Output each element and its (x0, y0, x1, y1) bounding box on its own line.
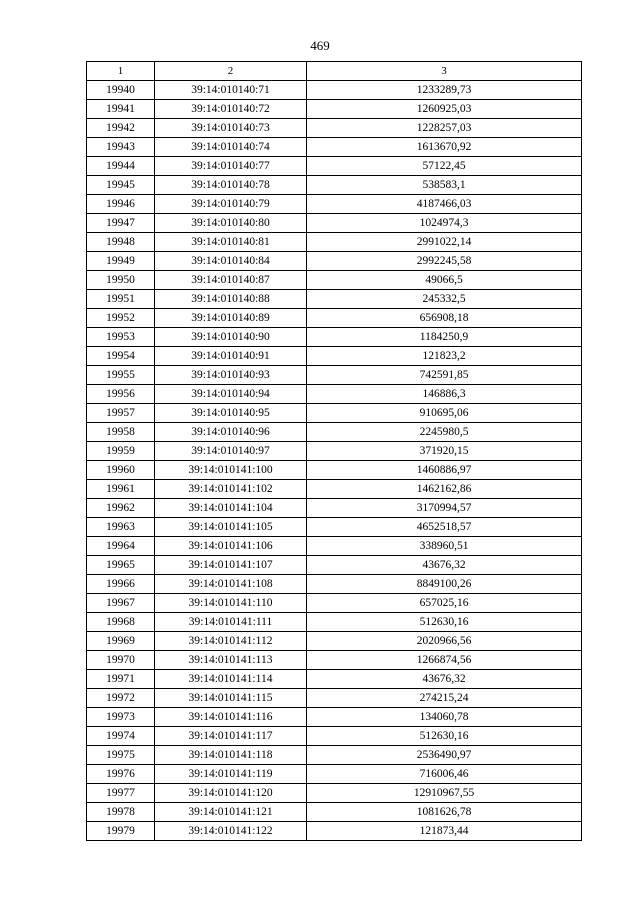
cadastral-number-cell: 39:14:010141:119 (155, 765, 307, 784)
table-row (87, 461, 582, 480)
value-cell: 1460886,97 (307, 461, 582, 480)
cadastral-number-cell: 39:14:010141:102 (155, 480, 307, 499)
cadastral-number-cell: 39:14:010141:120 (155, 784, 307, 803)
value-cell: 1024974,3 (307, 214, 582, 233)
row-number-cell: 19963 (87, 518, 155, 537)
value-cell: 512630,16 (307, 613, 582, 632)
cadastral-number-cell: 39:14:010140:73 (155, 119, 307, 138)
row-number-cell: 19965 (87, 556, 155, 575)
row-number-cell: 19947 (87, 214, 155, 233)
cadastral-number-cell: 39:14:010140:95 (155, 404, 307, 423)
row-number-cell: 19942 (87, 119, 155, 138)
cadastral-number-cell: 39:14:010141:112 (155, 632, 307, 651)
row-number-cell: 19954 (87, 347, 155, 366)
table-row (87, 670, 582, 689)
row-number-cell: 19945 (87, 176, 155, 195)
value-cell: 121823,2 (307, 347, 582, 366)
value-cell: 245332,5 (307, 290, 582, 309)
table-row (87, 784, 582, 803)
cadastral-number-cell: 39:14:010141:105 (155, 518, 307, 537)
row-number-cell: 19956 (87, 385, 155, 404)
value-cell: 49066,5 (307, 271, 582, 290)
value-cell: 371920,15 (307, 442, 582, 461)
table-row (87, 537, 582, 556)
row-number-cell: 19976 (87, 765, 155, 784)
table-row (87, 556, 582, 575)
row-number-cell: 19941 (87, 100, 155, 119)
value-cell: 8849100,26 (307, 575, 582, 594)
row-number-cell: 19955 (87, 366, 155, 385)
value-cell: 134060,78 (307, 708, 582, 727)
value-cell: 1613670,92 (307, 138, 582, 157)
value-cell: 1233289,73 (307, 81, 582, 100)
cadastral-number-cell: 39:14:010141:107 (155, 556, 307, 575)
value-cell: 2020966,56 (307, 632, 582, 651)
row-number-cell: 19957 (87, 404, 155, 423)
cadastral-number-cell: 39:14:010140:96 (155, 423, 307, 442)
cadastral-number-cell: 39:14:010140:80 (155, 214, 307, 233)
table-row (87, 328, 582, 347)
table-header (87, 62, 582, 81)
cadastral-number-cell: 39:14:010141:104 (155, 499, 307, 518)
row-number-cell: 19940 (87, 81, 155, 100)
table-row (87, 689, 582, 708)
table-row (87, 195, 582, 214)
cadastral-number-cell: 39:14:010140:72 (155, 100, 307, 119)
row-number-cell: 19978 (87, 803, 155, 822)
value-cell: 12910967,55 (307, 784, 582, 803)
table-row (87, 708, 582, 727)
cadastral-number-cell: 39:14:010140:77 (155, 157, 307, 176)
cadastral-number-cell: 39:14:010140:90 (155, 328, 307, 347)
row-number-cell: 19953 (87, 328, 155, 347)
row-number-cell: 19950 (87, 271, 155, 290)
table-row (87, 100, 582, 119)
row-number-cell: 19970 (87, 651, 155, 670)
value-cell: 1260925,03 (307, 100, 582, 119)
value-cell: 2991022,14 (307, 233, 582, 252)
table-row (87, 765, 582, 784)
row-number-cell: 19962 (87, 499, 155, 518)
value-cell: 4652518,57 (307, 518, 582, 537)
value-cell: 657025,16 (307, 594, 582, 613)
table-row (87, 404, 582, 423)
cadastral-number-cell: 39:14:010140:87 (155, 271, 307, 290)
table-row (87, 157, 582, 176)
value-cell: 146886,3 (307, 385, 582, 404)
table-row (87, 385, 582, 404)
value-cell: 2536490,97 (307, 746, 582, 765)
value-cell: 742591,85 (307, 366, 582, 385)
cadastral-number-cell: 39:14:010141:106 (155, 537, 307, 556)
table-row (87, 499, 582, 518)
row-number-cell: 19969 (87, 632, 155, 651)
table-body (87, 81, 582, 841)
value-cell: 121873,44 (307, 822, 582, 841)
value-cell: 4187466,03 (307, 195, 582, 214)
cadastral-number-cell: 39:14:010141:114 (155, 670, 307, 689)
row-number-cell: 19964 (87, 537, 155, 556)
register-table (86, 61, 582, 841)
cadastral-number-cell: 39:14:010140:91 (155, 347, 307, 366)
table-row (87, 651, 582, 670)
cadastral-number-cell: 39:14:010140:84 (155, 252, 307, 271)
cadastral-number-cell: 39:14:010140:93 (155, 366, 307, 385)
value-cell: 274215,24 (307, 689, 582, 708)
value-cell: 2992245,58 (307, 252, 582, 271)
row-number-cell: 19977 (87, 784, 155, 803)
row-number-cell: 19948 (87, 233, 155, 252)
cadastral-number-cell: 39:14:010140:71 (155, 81, 307, 100)
row-number-cell: 19974 (87, 727, 155, 746)
row-number-cell: 19958 (87, 423, 155, 442)
row-number-cell: 19961 (87, 480, 155, 499)
cadastral-number-cell: 39:14:010140:94 (155, 385, 307, 404)
cadastral-number-cell: 39:14:010141:115 (155, 689, 307, 708)
page-number: 469 (310, 38, 330, 53)
cadastral-number-cell: 39:14:010141:108 (155, 575, 307, 594)
table-row (87, 366, 582, 385)
value-cell: 338960,51 (307, 537, 582, 556)
cadastral-number-cell: 39:14:010141:110 (155, 594, 307, 613)
cadastral-number-cell: 39:14:010140:78 (155, 176, 307, 195)
column-header-3: 3 (307, 62, 582, 81)
table-row (87, 822, 582, 841)
table-row (87, 746, 582, 765)
value-cell: 3170994,57 (307, 499, 582, 518)
column-header-2: 2 (155, 62, 307, 81)
cadastral-number-cell: 39:14:010140:79 (155, 195, 307, 214)
table-row (87, 252, 582, 271)
table-row (87, 176, 582, 195)
table-row (87, 309, 582, 328)
value-cell: 1081626,78 (307, 803, 582, 822)
cadastral-number-cell: 39:14:010140:88 (155, 290, 307, 309)
table-row (87, 214, 582, 233)
value-cell: 1462162,86 (307, 480, 582, 499)
value-cell: 1266874,56 (307, 651, 582, 670)
row-number-cell: 19966 (87, 575, 155, 594)
value-cell: 43676,32 (307, 670, 582, 689)
table-row (87, 290, 582, 309)
table-row (87, 632, 582, 651)
value-cell: 512630,16 (307, 727, 582, 746)
row-number-cell: 19960 (87, 461, 155, 480)
row-number-cell: 19949 (87, 252, 155, 271)
row-number-cell: 19973 (87, 708, 155, 727)
cadastral-number-cell: 39:14:010140:89 (155, 309, 307, 328)
row-number-cell: 19946 (87, 195, 155, 214)
row-number-cell: 19959 (87, 442, 155, 461)
table-row (87, 347, 582, 366)
table-row (87, 480, 582, 499)
column-header-1: 1 (87, 62, 155, 81)
cadastral-number-cell: 39:14:010140:97 (155, 442, 307, 461)
row-number-cell: 19968 (87, 613, 155, 632)
cadastral-number-cell: 39:14:010141:116 (155, 708, 307, 727)
cadastral-number-cell: 39:14:010141:118 (155, 746, 307, 765)
value-cell: 538583,1 (307, 176, 582, 195)
row-number-cell: 19951 (87, 290, 155, 309)
table-row (87, 442, 582, 461)
value-cell: 43676,32 (307, 556, 582, 575)
value-cell: 1228257,03 (307, 119, 582, 138)
row-number-cell: 19952 (87, 309, 155, 328)
row-number-cell: 19971 (87, 670, 155, 689)
row-number-cell: 19975 (87, 746, 155, 765)
table-row (87, 518, 582, 537)
row-number-cell: 19967 (87, 594, 155, 613)
value-cell: 716006,46 (307, 765, 582, 784)
table-row (87, 594, 582, 613)
table-row (87, 613, 582, 632)
header-row (87, 62, 582, 81)
row-number-cell: 19943 (87, 138, 155, 157)
table-row (87, 138, 582, 157)
table-row (87, 81, 582, 100)
cadastral-number-cell: 39:14:010141:113 (155, 651, 307, 670)
table-row (87, 233, 582, 252)
table-row (87, 271, 582, 290)
table-row (87, 803, 582, 822)
row-number-cell: 19972 (87, 689, 155, 708)
cadastral-number-cell: 39:14:010141:121 (155, 803, 307, 822)
value-cell: 2245980,5 (307, 423, 582, 442)
cadastral-number-cell: 39:14:010141:111 (155, 613, 307, 632)
table-row (87, 727, 582, 746)
value-cell: 57122,45 (307, 157, 582, 176)
value-cell: 656908,18 (307, 309, 582, 328)
table-row (87, 119, 582, 138)
cadastral-number-cell: 39:14:010140:81 (155, 233, 307, 252)
cadastral-number-cell: 39:14:010140:74 (155, 138, 307, 157)
table-row (87, 575, 582, 594)
cadastral-number-cell: 39:14:010141:122 (155, 822, 307, 841)
value-cell: 1184250,9 (307, 328, 582, 347)
cadastral-number-cell: 39:14:010141:117 (155, 727, 307, 746)
row-number-cell: 19979 (87, 822, 155, 841)
row-number-cell: 19944 (87, 157, 155, 176)
value-cell: 910695,06 (307, 404, 582, 423)
table-row (87, 423, 582, 442)
cadastral-number-cell: 39:14:010141:100 (155, 461, 307, 480)
